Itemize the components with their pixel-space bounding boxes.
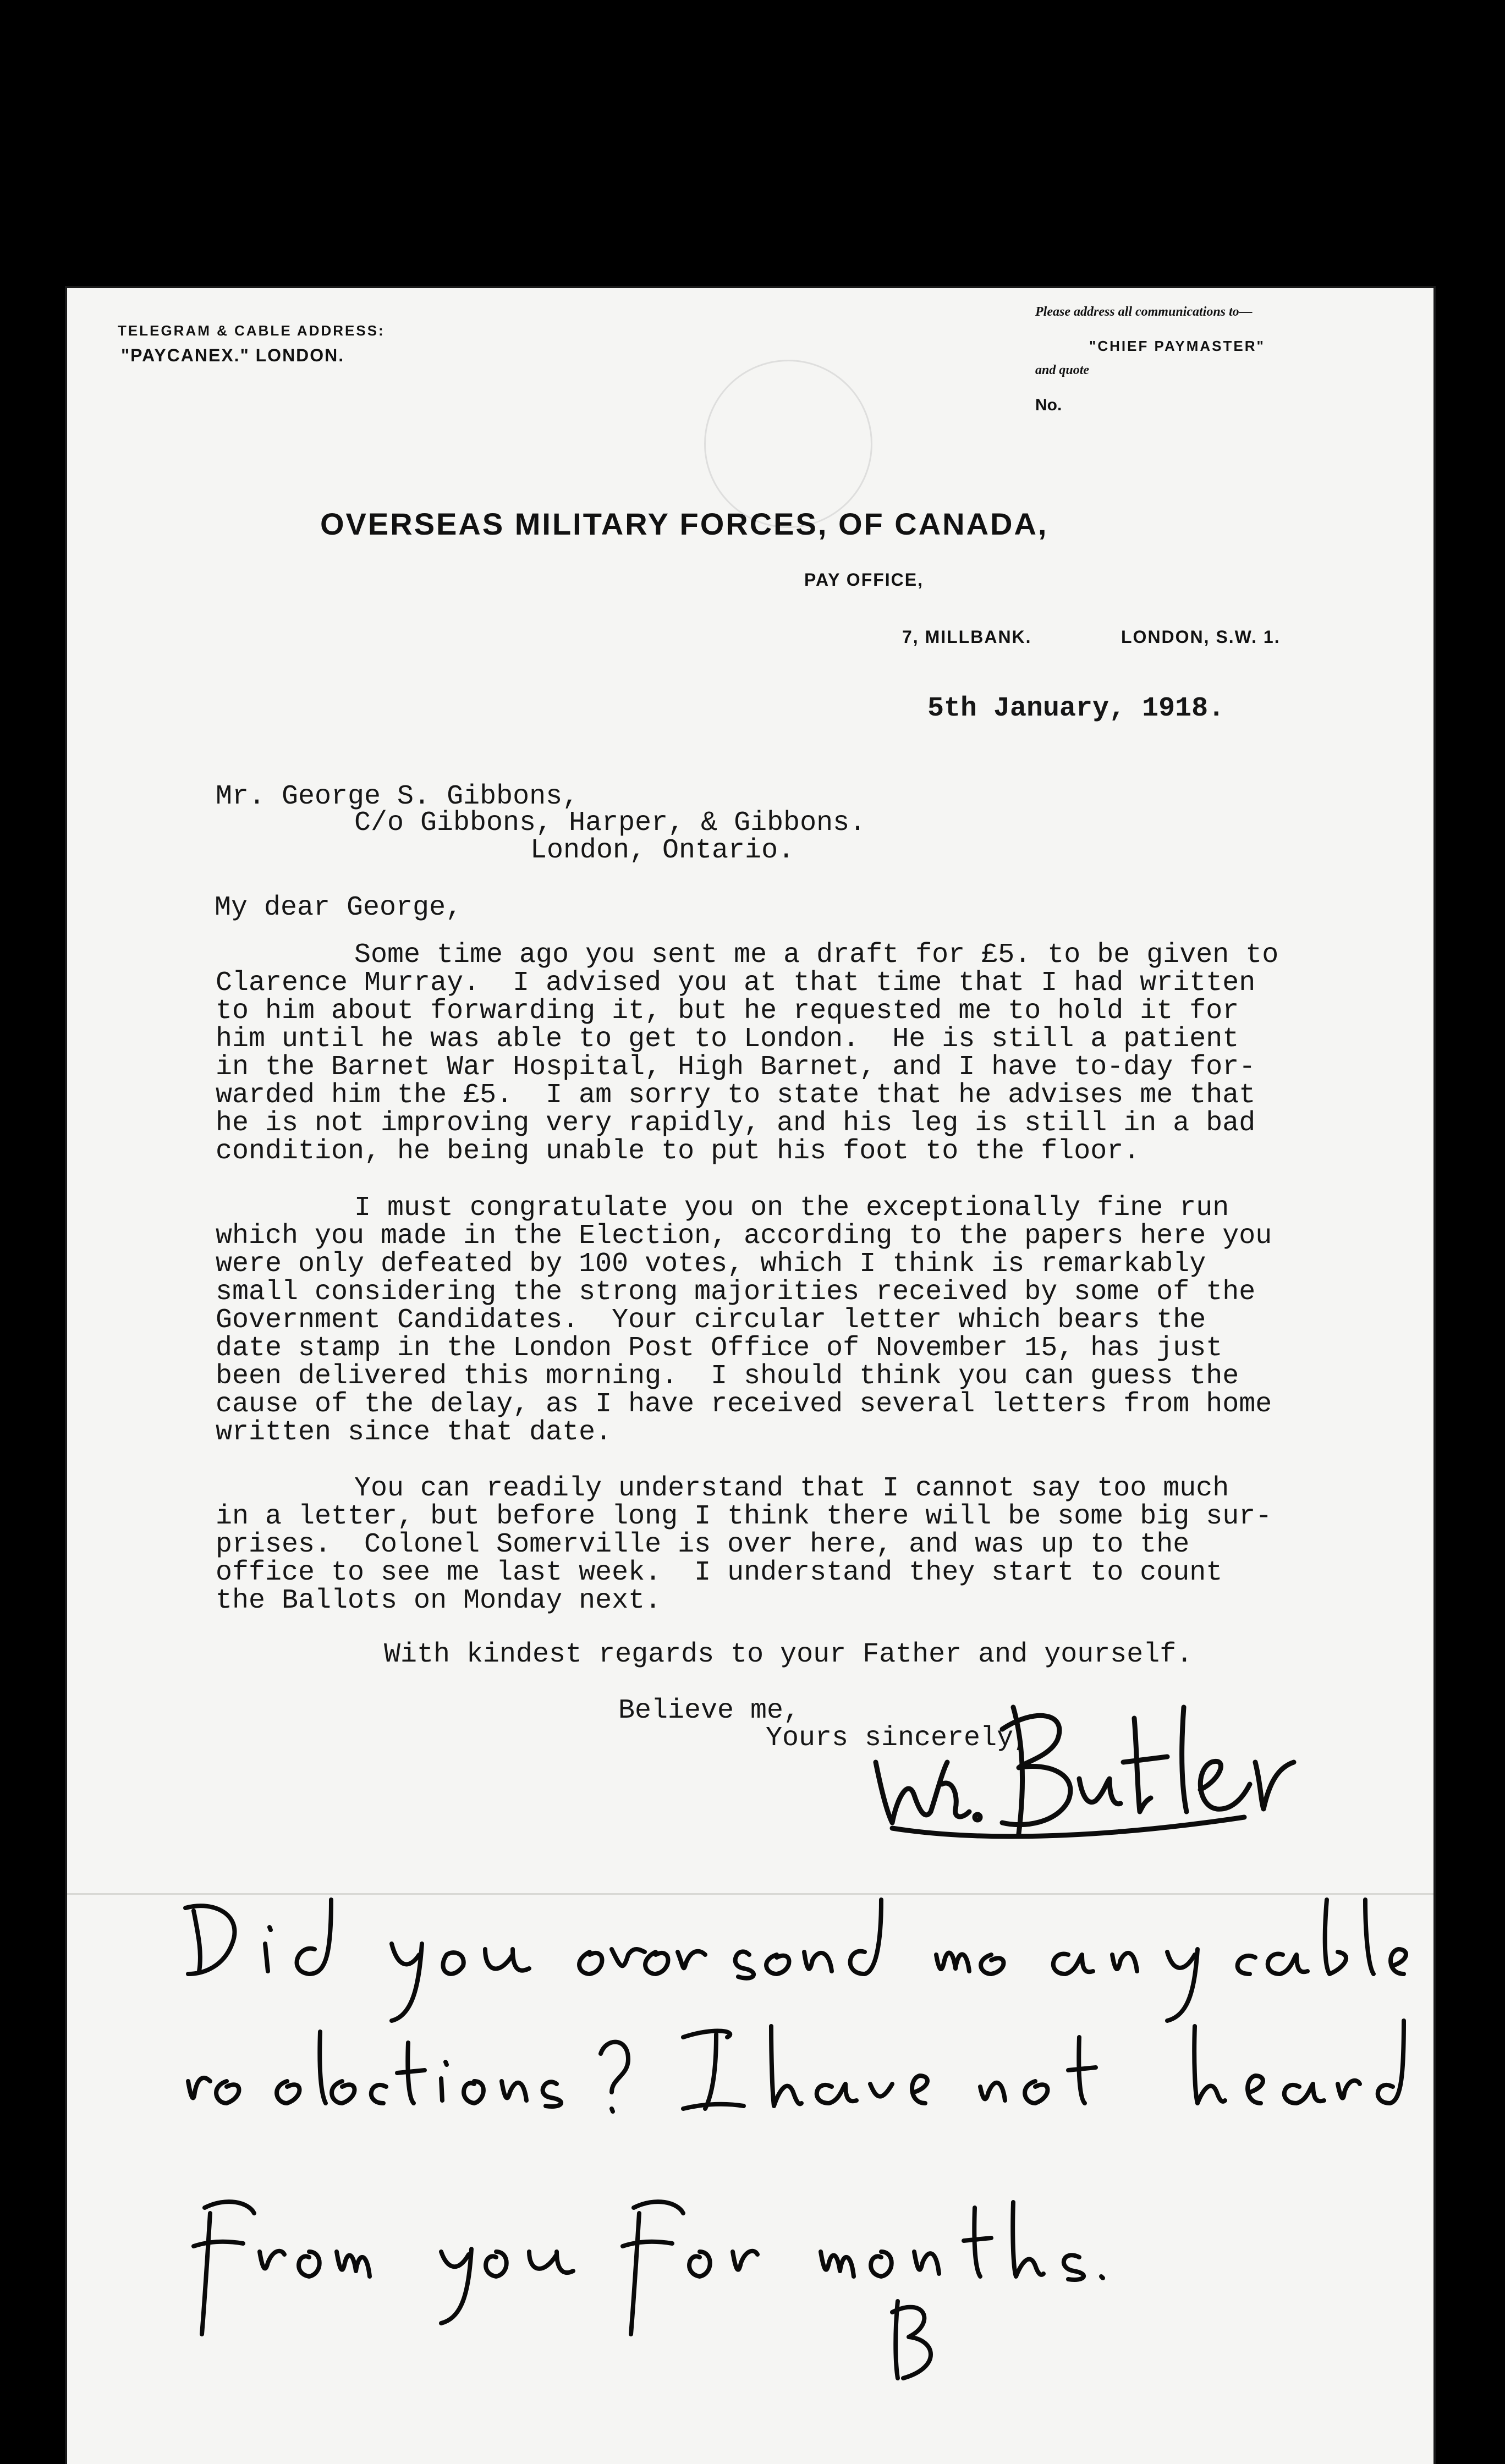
embossed-seal (704, 360, 872, 528)
paragraph-3-line-2: in a letter, but before long I think there will be some big sur- (216, 1501, 1272, 1532)
paragraph-2-line-8: cause of the delay, as I have received several letters from home (216, 1389, 1272, 1420)
chief-paymaster: "CHIEF PAYMASTER" (1089, 338, 1265, 354)
paragraph-3-line-1: You can readily understand that I cannot say too much (354, 1473, 1229, 1504)
paragraph-2-line-1: I must congratulate you on the exceptionally fine run (354, 1192, 1229, 1224)
paragraph-3-line-5: the Ballots on Monday next. (216, 1585, 662, 1616)
paragraph-1-line-2: Clarence Murray. I advised you at that time that I had written (216, 967, 1256, 999)
paragraph-2-line-9: written since that date. (216, 1417, 612, 1448)
paragraph-1-line-6: warded him the £5. I am sorry to state that he advises me that (216, 1080, 1256, 1111)
paragraph-3-line-4: office to see me last week. I understand they start to count (216, 1557, 1223, 1588)
paragraph-2-line-4: small considering the strong majorities received by some of the (216, 1277, 1256, 1308)
recipient-line-2: C/o Gibbons, Harper, & Gibbons. (354, 807, 866, 839)
paragraph-2-line-7: been delivered this morning. I should think you can guess the (216, 1361, 1239, 1392)
paragraph-4: With kindest regards to your Father and yourself. (384, 1639, 1193, 1670)
paragraph-1-line-1: Some time ago you sent me a draft for £5. to be given to (354, 939, 1279, 971)
paragraph-1-line-8: condition, he being unable to put his foot to the floor. (216, 1136, 1140, 1167)
paragraph-1-line-7: he is not improving very rapidly, and his leg is still in a bad (216, 1108, 1256, 1139)
telegram-label: TELEGRAM & CABLE ADDRESS: (118, 322, 385, 339)
letterhead-title: OVERSEAS MILITARY FORCES, OF CANADA, (320, 507, 1048, 541)
letter-page (67, 288, 1433, 2464)
and-quote-label: and quote (1035, 363, 1090, 377)
pay-office-label: PAY OFFICE, (804, 570, 924, 590)
paragraph-1-line-5: in the Barnet War Hospital, High Barnet, and I have to-day for- (216, 1052, 1256, 1083)
paragraph-1-line-3: to him about forwarding it, but he requested me to hold it for (216, 996, 1239, 1027)
telegram-address: "PAYCANEX." LONDON. (121, 345, 345, 365)
closing-line-1: Believe me, (618, 1695, 800, 1726)
address-note: Please address all communications to— (1035, 305, 1253, 319)
reference-number-label: No. (1035, 396, 1062, 414)
paragraph-2-line-5: Government Candidates. Your circular letter which bears the (216, 1305, 1206, 1336)
street-address: 7, MILLBANK. (902, 627, 1032, 647)
paragraph-2-line-6: date stamp in the London Post Office of November 15, has just (216, 1333, 1223, 1364)
paragraph-3-line-3: prises. Colonel Somerville is over here, and was up to the (216, 1529, 1190, 1560)
salutation: My dear George, (215, 892, 463, 923)
city-address: LONDON, S.W. 1. (1121, 627, 1281, 647)
recipient-line-1: Mr. George S. Gibbons, (216, 781, 579, 812)
handwritten-postscript (133, 1817, 1420, 2389)
recipient-line-3: London, Ontario. (530, 835, 795, 866)
paragraph-2-line-2: which you made in the Election, according to the papers here you (216, 1220, 1272, 1252)
paragraph-2-line-3: were only defeated by 100 votes, which I think is remarkably (216, 1248, 1206, 1280)
letter-date: 5th January, 1918. (927, 693, 1225, 724)
closing-line-2: Yours sincerely, (766, 1723, 1030, 1754)
paragraph-1-line-4: him until he was able to get to London. He is still a patient (216, 1024, 1239, 1055)
